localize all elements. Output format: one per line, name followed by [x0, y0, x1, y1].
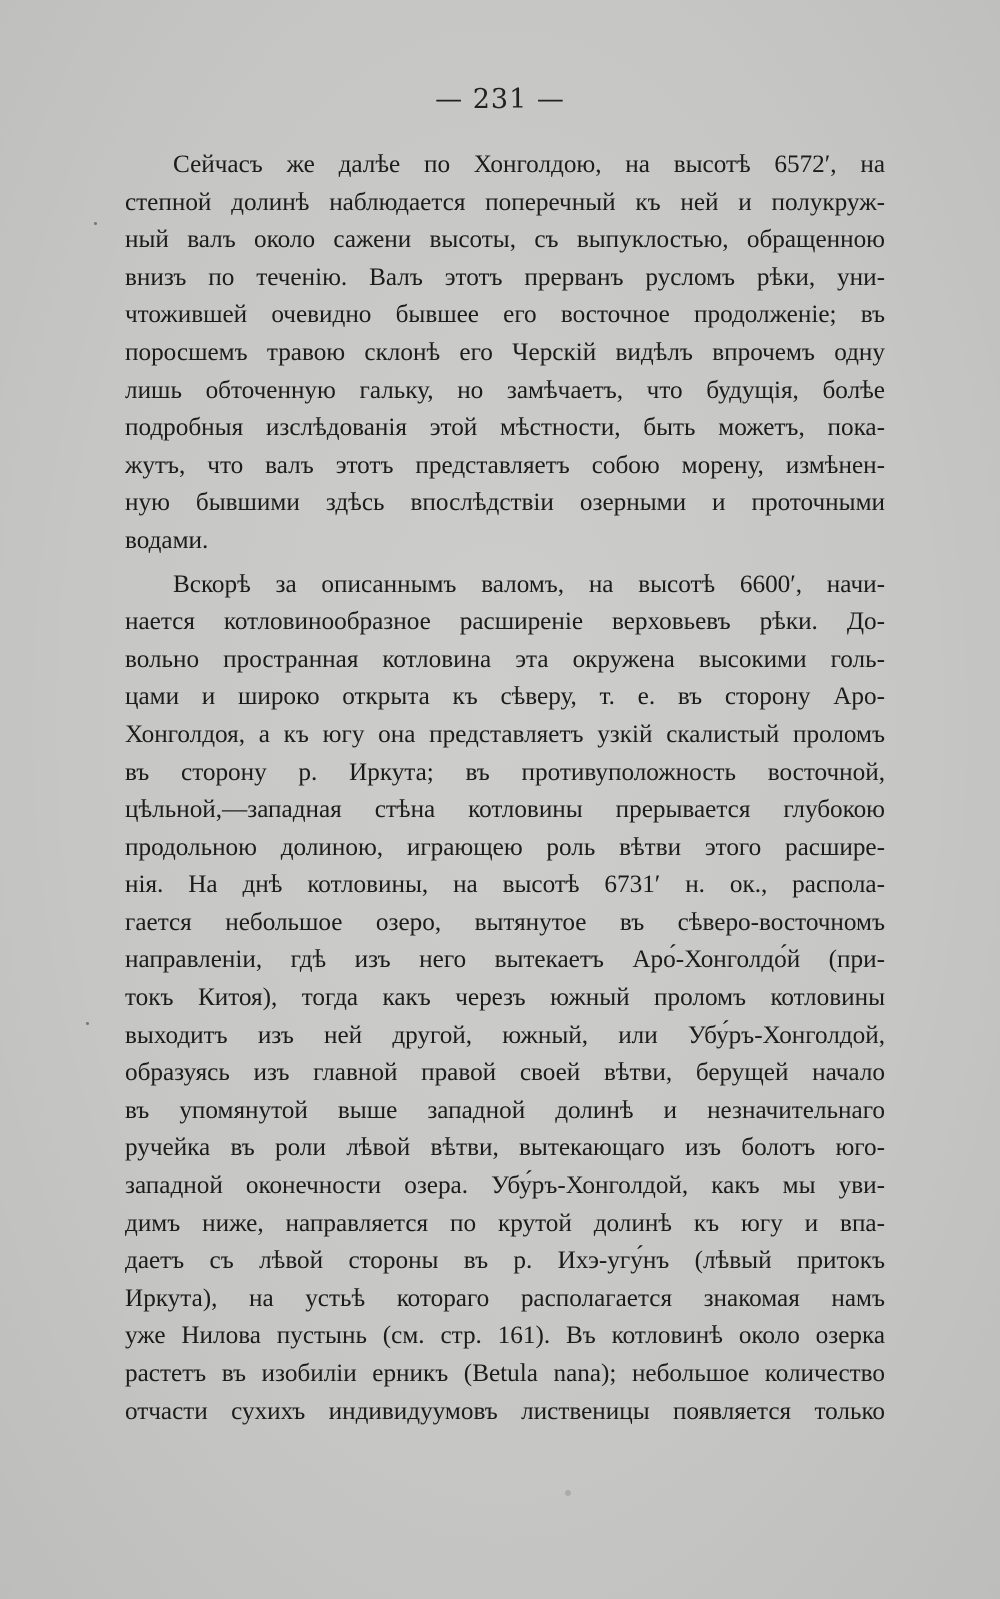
paper-stain [565, 1490, 571, 1496]
body-text [125, 146, 885, 1430]
paragraph-1 [125, 146, 885, 560]
text-line: направленіи, гдѣ изъ него вытекаетъ Аро́-Хонголдо́й (при- [125, 946, 885, 974]
text-line: образуясь изъ главной правой своей вѣтви, берущей начало [125, 1059, 885, 1087]
text-line: поросшемъ травою склонѣ его Черскій видѣлъ впрочемъ одну [125, 338, 885, 366]
text-line: Хонголдоя, а къ югу она представляетъ узкій скалистый проломъ [125, 720, 885, 748]
paper-speck [86, 1022, 89, 1025]
text-line: уже Нилова пустынь (см. стр. 161). Въ котловинѣ около озерка [125, 1322, 885, 1350]
text-line: Вскорѣ за описаннымъ валомъ, на высотѣ 6600′, начи- [173, 570, 885, 598]
text-line: растетъ въ изобиліи ерникъ (Betula nana); небольшое количество [125, 1360, 885, 1387]
text-line: Сейчасъ же далѣе по Хонголдою, на высотѣ 6572′, на [173, 151, 885, 178]
text-line: димъ ниже, направляется по крутой долинѣ къ югу и впа- [125, 1209, 885, 1237]
page-number: — 231 — [435, 84, 565, 115]
text-line: выходитъ изъ ней другой, южный, или Убу́ръ-Хонголдой, [125, 1021, 885, 1049]
text-line: продольною долиною, играющею роль вѣтви этого расшире- [125, 833, 885, 861]
text-line: жутъ, что валъ этотъ представляетъ собою морену, измѣнен- [125, 451, 885, 479]
text-line: въ сторону р. Иркута; въ противуположность восточной, [125, 758, 885, 786]
text-line: вольно пространная котловина эта окружена высокими голь- [125, 645, 885, 673]
text-line: водами. [125, 526, 209, 554]
text-line: гается небольшое озеро, вытянутое въ сѣверо-восточномъ [125, 908, 885, 936]
text-line: ный валъ около сажени высоты, съ выпуклостью, обращенною [125, 226, 885, 254]
text-line: лишь обточенную гальку, но замѣчаетъ, что будущія, болѣе [125, 376, 885, 404]
text-line: нія. На днѣ котловины, на высотѣ 6731′ н. ок., распола- [125, 871, 885, 899]
text-line: ную бывшими здѣсь впослѣдствіи озерными и проточными [125, 489, 885, 517]
text-line: ручейка въ роли лѣвой вѣтви, вытекающаго изъ болотъ юго- [125, 1134, 885, 1162]
text-line: Иркута), на устьѣ котораго располагается знакомая намъ [125, 1284, 885, 1312]
text-line: въ упомянутой выше западной долинѣ и незначительнаго [125, 1096, 885, 1124]
text-line: даетъ съ лѣвой стороны въ р. Ихэ-угу́нъ (лѣвый притокъ [125, 1247, 885, 1275]
text-line: внизъ по теченію. Валъ этотъ прерванъ русломъ рѣки, уни- [125, 263, 885, 291]
text-line: цѣльной,—западная стѣна котловины прерывается глубокою [125, 796, 885, 824]
text-line: токъ Китоя), тогда какъ черезъ южный проломъ котловины [125, 984, 885, 1012]
text-line: чтожившей очевидно бывшее его восточное продолженіе; въ [125, 301, 885, 329]
paragraph-2 [125, 566, 885, 1431]
text-line: подробныя изслѣдованія этой мѣстности, быть можетъ, пока- [125, 414, 885, 442]
text-line: цами и широко открыта къ сѣверу, т. е. въ сторону Аро- [125, 683, 885, 711]
text-line: отчасти сухихъ индивидуумовъ лиственицы появляется только [125, 1397, 885, 1425]
paper-speck [94, 222, 97, 225]
text-line: степной долинѣ наблюдается поперечный къ ней и полукруж- [125, 188, 885, 216]
text-line: западной оконечности озера. Убу́ръ-Хонголдой, какъ мы уви- [125, 1172, 885, 1200]
text-line: нается котловинообразное расширеніе верховьевъ рѣки. До- [125, 608, 885, 636]
